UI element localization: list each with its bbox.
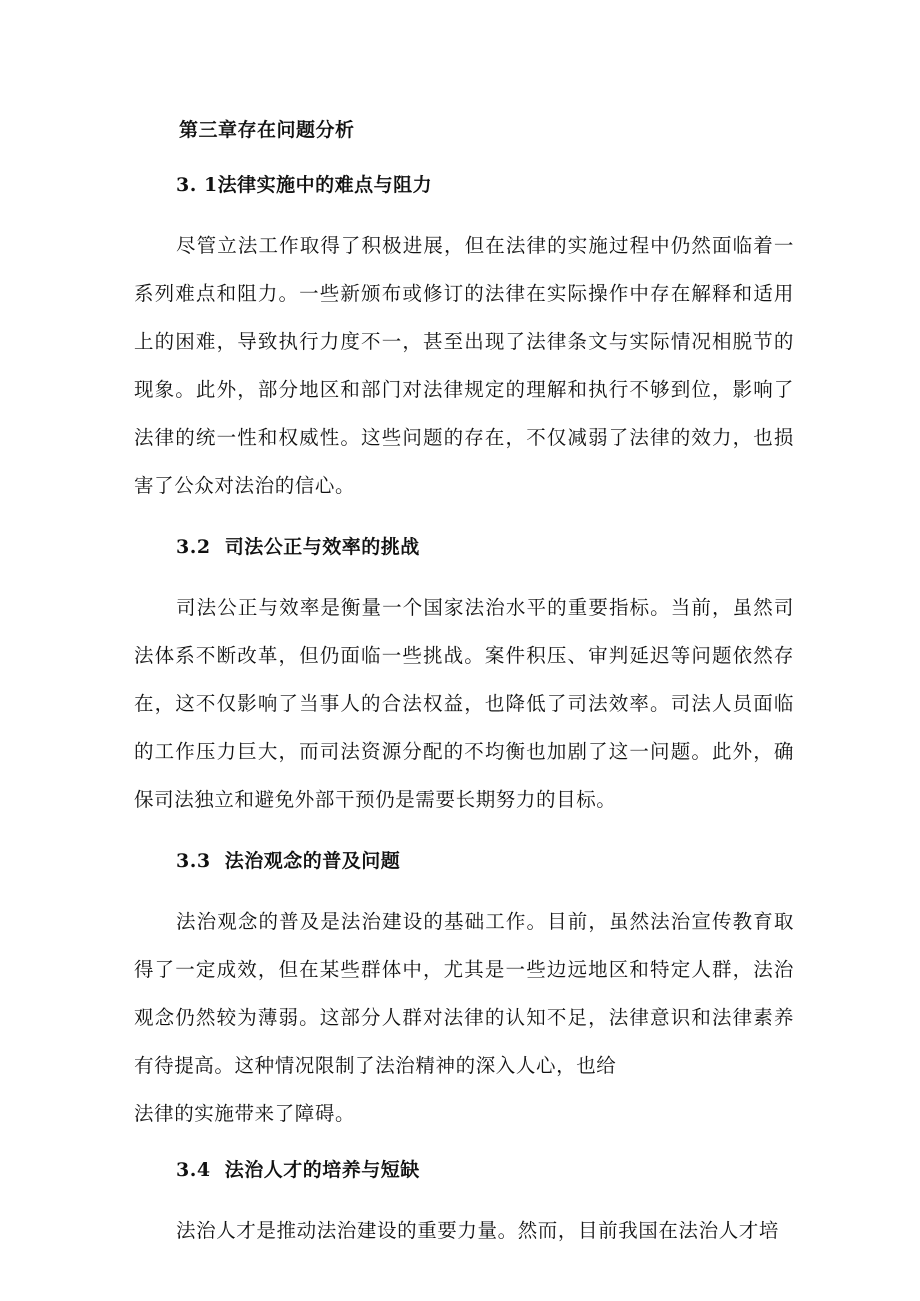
paragraph-text: 法治观念的普及是法治建设的基础工作。目前，虽然法治宣传教育取得了一定成效，但在某些群体中，尤其是一些边远地区和特定人群，法治观念仍然较为薄弱。这部分人群对法律的认知不足，法律意识和法律素养有待提高。这种情况限制了法治精神的深入人心，也给 (134, 910, 794, 1077)
section-heading: 3.2 司法公正与效率的挑战 (176, 536, 420, 558)
chapter-title: 第三章存在问题分析 (179, 119, 355, 141)
section-3-2 (134, 529, 794, 824)
section-3-3 (134, 843, 794, 1138)
paragraph-tail: 法律的实施带来了障碍。 (134, 1102, 356, 1125)
section-paragraph (134, 898, 794, 1138)
section-paragraph: 法治人才是推动法治建设的重要力量。然而，目前我国在法治人才培 (176, 1219, 780, 1242)
document-body (134, 112, 794, 1274)
section-heading: 3.3 法治观念的普及问题 (176, 850, 401, 872)
section-3-1 (134, 167, 794, 510)
section-paragraph: 尽管立法工作取得了积极进展，但在法律的实施过程中仍然面临着一系列难点和阻力。一些新颁布或修订的法律在实际操作中存在解释和适用上的困难，导致执行力度不一，甚至出现了法律条文与实际情况相脱节的现象。此外，部分地区和部门对法律规定的理解和执行不够到位，影响了法律的统一性和权威性。这些问题的存在，不仅减弱了法律的效力，也损害了公众对法治的信心。 (134, 234, 794, 497)
section-heading: 3. 1法律实施中的难点与阻力 (176, 174, 433, 196)
section-3-4 (134, 1152, 794, 1255)
section-paragraph: 司法公正与效率是衡量一个国家法治水平的重要指标。当前，虽然司法体系不断改革，但仍面临一些挑战。案件积压、审判延迟等问题依然存在，这不仅影响了当事人的合法权益，也降低了司法效率。司法人员面临的工作压力巨大，而司法资源分配的不均衡也加剧了这一问题。此外，确保司法独立和避免外部干预仍是需要长期努力的目标。 (134, 596, 794, 811)
section-heading: 3.4 法治人才的培养与短缺 (176, 1159, 420, 1181)
